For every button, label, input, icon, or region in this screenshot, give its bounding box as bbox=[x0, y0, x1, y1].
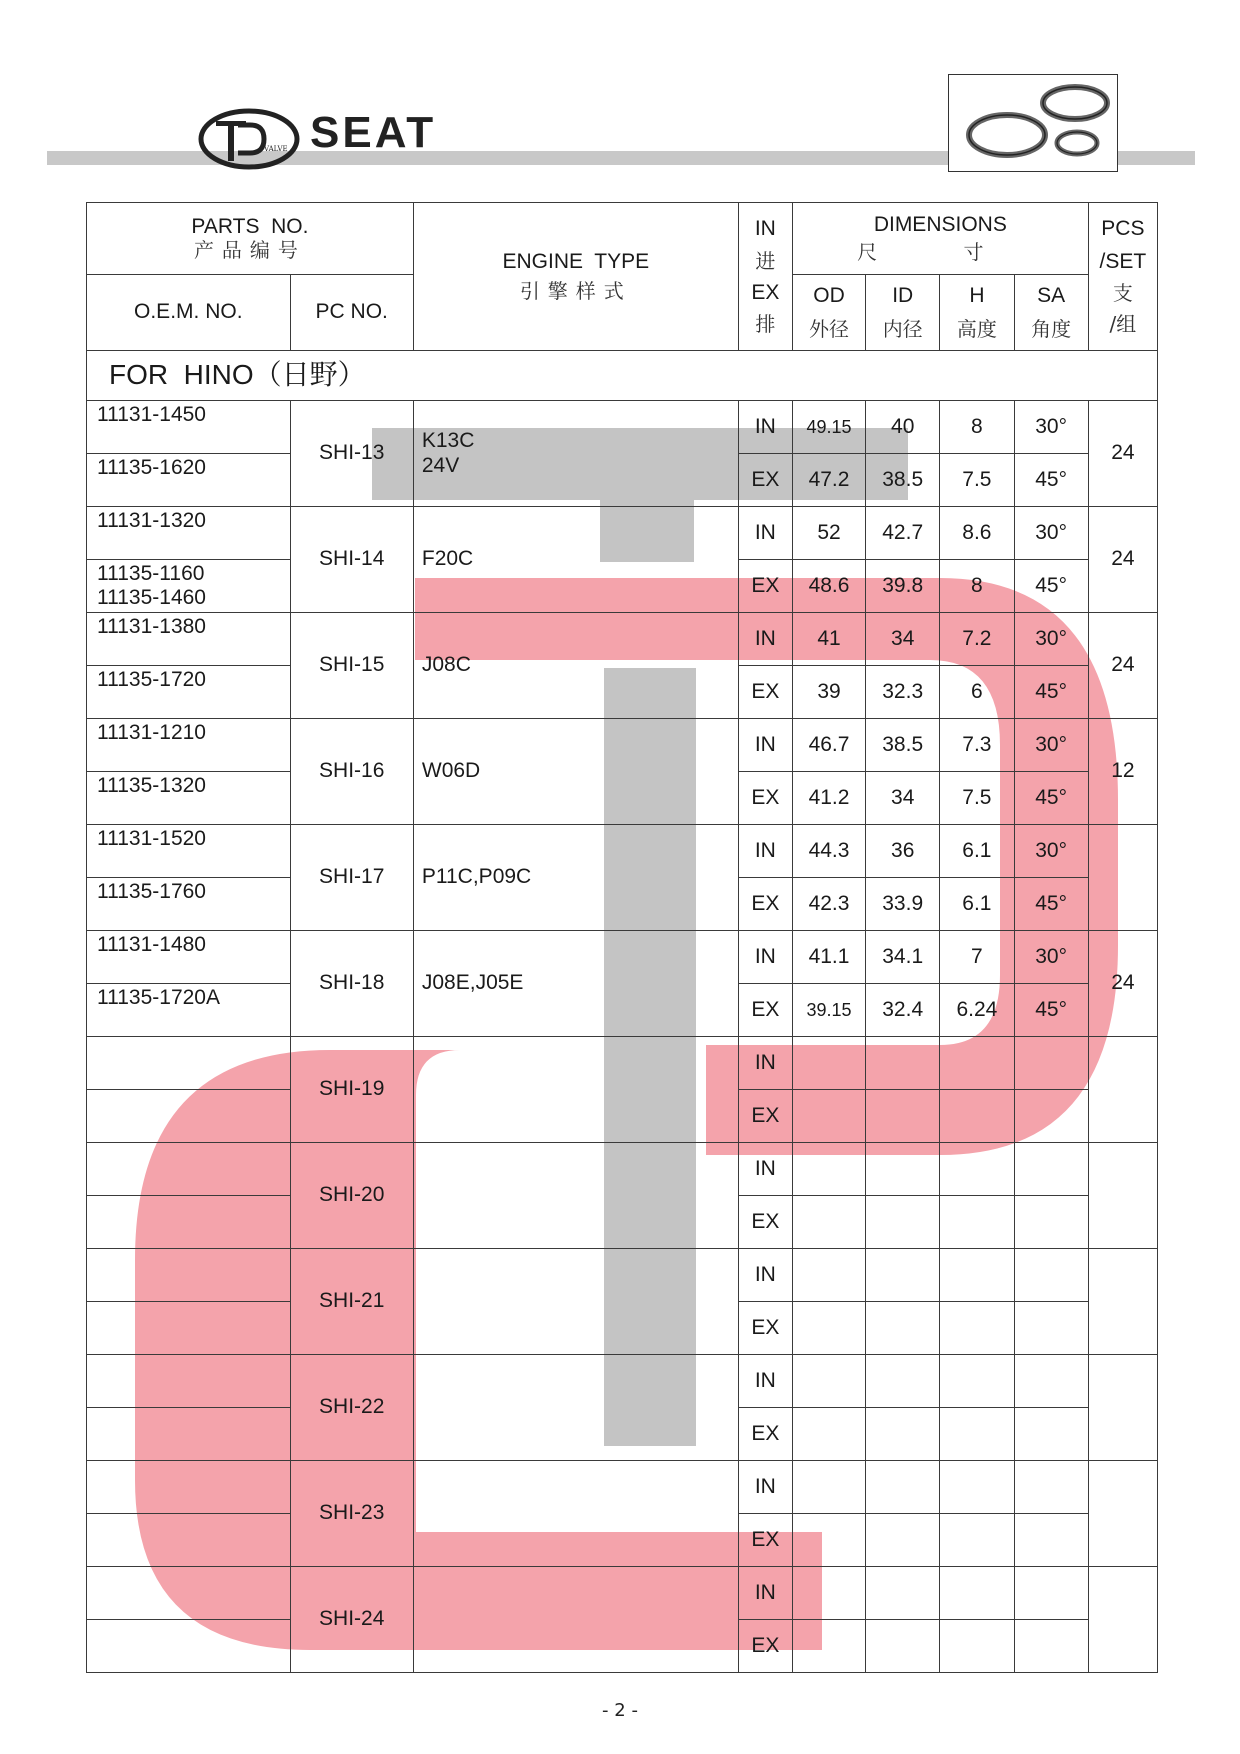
od-value-cell bbox=[792, 1567, 865, 1620]
inex-cell: IN bbox=[738, 1037, 792, 1090]
oem-no-cell: 11135-1620 bbox=[87, 454, 291, 507]
od-value-cell: 44.3 bbox=[792, 825, 865, 878]
engine-type-cell bbox=[413, 1249, 738, 1355]
sa-value-cell bbox=[1014, 1090, 1088, 1143]
od-value-cell bbox=[792, 1037, 865, 1090]
id-value-cell: 42.7 bbox=[866, 507, 940, 560]
h-value-cell: 7.5 bbox=[940, 454, 1014, 507]
od-value-cell: 49.15 bbox=[792, 401, 865, 454]
od-value-cell: 47.2 bbox=[792, 454, 865, 507]
inex-cell: EX bbox=[738, 560, 792, 613]
engine-type-cell: W06D bbox=[413, 719, 738, 825]
inex-cell: IN bbox=[738, 1249, 792, 1302]
pcs-set-cell: 24 bbox=[1088, 401, 1157, 507]
engine-type-header bbox=[413, 203, 738, 351]
pc-no-cell: SHI-24 bbox=[290, 1567, 413, 1673]
od-header bbox=[792, 275, 865, 351]
oem-no-cell bbox=[87, 1037, 291, 1090]
sa-value-cell: 45° bbox=[1014, 984, 1088, 1037]
pc-no-cell: SHI-16 bbox=[290, 719, 413, 825]
inex-ex-cn-label: 排 bbox=[755, 311, 776, 336]
oem-no-cell: 11131-1480 bbox=[87, 931, 291, 984]
oem-no-header: O.E.M. NO. bbox=[87, 275, 291, 351]
oem-no-cell: 11135-1320 bbox=[87, 772, 291, 825]
engine-type-cell bbox=[413, 1355, 738, 1461]
h-value-cell bbox=[940, 1037, 1014, 1090]
sa-value-cell: 45° bbox=[1014, 666, 1088, 719]
inex-cell: EX bbox=[738, 1620, 792, 1673]
logo-text: SEAT bbox=[310, 108, 437, 157]
od-value-cell: 41.1 bbox=[792, 931, 865, 984]
id-value-cell bbox=[866, 1461, 940, 1514]
table-row bbox=[87, 1567, 1158, 1620]
sa-cn-label: 角度 bbox=[1031, 317, 1072, 342]
od-value-cell: 52 bbox=[792, 507, 865, 560]
od-value-cell bbox=[792, 1461, 865, 1514]
h-value-cell bbox=[940, 1408, 1014, 1461]
valve-seat-table bbox=[86, 202, 1158, 1673]
id-value-cell: 38.5 bbox=[866, 454, 940, 507]
logo-subtext: VALVE bbox=[264, 145, 288, 153]
oem-no-cell bbox=[87, 1249, 291, 1302]
sa-value-cell: 30° bbox=[1014, 931, 1088, 984]
table-row bbox=[87, 931, 1158, 984]
engine-type-cell: F20C bbox=[413, 507, 738, 613]
table-row bbox=[87, 1249, 1158, 1302]
sa-value-cell: 30° bbox=[1014, 719, 1088, 772]
parts-no-label: PARTS NO. bbox=[191, 214, 309, 238]
oem-no-cell bbox=[87, 1408, 291, 1461]
sa-value-cell bbox=[1014, 1355, 1088, 1408]
h-value-cell bbox=[940, 1355, 1014, 1408]
od-value-cell: 39 bbox=[792, 666, 865, 719]
inex-cell: EX bbox=[738, 1408, 792, 1461]
od-value-cell bbox=[792, 1143, 865, 1196]
sa-value-cell bbox=[1014, 1302, 1088, 1355]
pc-no-cell: SHI-13 bbox=[290, 401, 413, 507]
inex-cell: EX bbox=[738, 454, 792, 507]
od-value-cell bbox=[792, 1302, 865, 1355]
inex-cell: EX bbox=[738, 666, 792, 719]
pcs-set-cell: 12 bbox=[1088, 719, 1157, 825]
id-value-cell: 34.1 bbox=[866, 931, 940, 984]
oem-no-cell: 11131-1520 bbox=[87, 825, 291, 878]
parts-no-cn-label: 产品编号 bbox=[193, 238, 306, 263]
pcs-set-cell bbox=[1088, 1567, 1157, 1673]
table-row bbox=[87, 507, 1158, 560]
h-value-cell: 6 bbox=[940, 666, 1014, 719]
oem-no-cell: 11135-1720A bbox=[87, 984, 291, 1037]
pcs-label: PCS bbox=[1101, 217, 1145, 241]
pcs-set-cell: 24 bbox=[1088, 613, 1157, 719]
inex-cell: IN bbox=[738, 1567, 792, 1620]
h-value-cell bbox=[940, 1461, 1014, 1514]
table-row bbox=[87, 825, 1158, 878]
sa-value-cell bbox=[1014, 1620, 1088, 1673]
dimensions-header bbox=[792, 203, 1088, 275]
valve-seat-rings-icon bbox=[948, 74, 1118, 172]
id-value-cell bbox=[866, 1514, 940, 1567]
sa-value-cell: 30° bbox=[1014, 825, 1088, 878]
id-label: ID bbox=[892, 283, 914, 307]
engine-type-cell bbox=[413, 1143, 738, 1249]
pc-no-cell: SHI-15 bbox=[290, 613, 413, 719]
id-value-cell bbox=[866, 1196, 940, 1249]
engine-type-cell bbox=[413, 1567, 738, 1673]
id-value-cell bbox=[866, 1408, 940, 1461]
id-value-cell bbox=[866, 1567, 940, 1620]
id-value-cell bbox=[866, 1037, 940, 1090]
sa-value-cell: 45° bbox=[1014, 454, 1088, 507]
h-value-cell bbox=[940, 1249, 1014, 1302]
engine-type-cell: J08C bbox=[413, 613, 738, 719]
oem-no-cell bbox=[87, 1355, 291, 1408]
h-value-cell bbox=[940, 1514, 1014, 1567]
engine-type-cell: P11C,P09C bbox=[413, 825, 738, 931]
h-value-cell bbox=[940, 1090, 1014, 1143]
inex-cell: EX bbox=[738, 984, 792, 1037]
table-row bbox=[87, 719, 1158, 772]
sa-value-cell bbox=[1014, 1196, 1088, 1249]
oem-no-cell: 11131-1380 bbox=[87, 613, 291, 666]
oem-no-cell bbox=[87, 1302, 291, 1355]
pc-no-cell: SHI-20 bbox=[290, 1143, 413, 1249]
id-value-cell: 40 bbox=[866, 401, 940, 454]
od-value-cell bbox=[792, 1249, 865, 1302]
pcs-set-cell: 24 bbox=[1088, 507, 1157, 613]
inex-cell: IN bbox=[738, 1461, 792, 1514]
id-value-cell bbox=[866, 1620, 940, 1673]
sa-label: SA bbox=[1037, 283, 1066, 307]
id-cn-label: 内径 bbox=[882, 317, 923, 342]
sa-value-cell: 45° bbox=[1014, 772, 1088, 825]
pcs-set-cell bbox=[1088, 1143, 1157, 1249]
od-value-cell bbox=[792, 1408, 865, 1461]
dimensions-label: DIMENSIONS bbox=[873, 212, 1007, 236]
inex-cell: IN bbox=[738, 719, 792, 772]
inex-cell: EX bbox=[738, 1514, 792, 1567]
id-value-cell: 32.3 bbox=[866, 666, 940, 719]
inex-in-cn-label: 进 bbox=[755, 248, 776, 273]
inex-cell: IN bbox=[738, 825, 792, 878]
id-value-cell bbox=[866, 1143, 940, 1196]
h-header bbox=[940, 275, 1014, 351]
id-value-cell: 34 bbox=[866, 772, 940, 825]
od-value-cell: 41 bbox=[792, 613, 865, 666]
id-value-cell bbox=[866, 1302, 940, 1355]
dimensions-cn-label: 尺 寸 bbox=[857, 240, 1024, 265]
pc-no-cell: SHI-18 bbox=[290, 931, 413, 1037]
inex-cell: IN bbox=[738, 401, 792, 454]
oem-no-cell: 11131-1210 bbox=[87, 719, 291, 772]
id-value-cell: 38.5 bbox=[866, 719, 940, 772]
inex-ex-label: EX bbox=[751, 280, 780, 304]
sa-value-cell bbox=[1014, 1037, 1088, 1090]
pcs-set-cell bbox=[1088, 1355, 1157, 1461]
pcs-set-cell bbox=[1088, 1461, 1157, 1567]
id-value-cell: 32.4 bbox=[866, 984, 940, 1037]
sa-value-cell bbox=[1014, 1461, 1088, 1514]
oem-no-cell bbox=[87, 1514, 291, 1567]
h-value-cell bbox=[940, 1196, 1014, 1249]
pcs-set-cell bbox=[1088, 1249, 1157, 1355]
sa-value-cell bbox=[1014, 1567, 1088, 1620]
engine-type-cell bbox=[413, 1037, 738, 1143]
inex-cell: IN bbox=[738, 1143, 792, 1196]
engine-type-cell: K13C 24V bbox=[413, 401, 738, 507]
oem-no-cell: 11131-1320 bbox=[87, 507, 291, 560]
engine-type-cell: J08E,J05E bbox=[413, 931, 738, 1037]
id-value-cell: 39.8 bbox=[866, 560, 940, 613]
od-value-cell bbox=[792, 1355, 865, 1408]
pcs-set-header bbox=[1088, 203, 1157, 351]
inex-cell: IN bbox=[738, 613, 792, 666]
h-value-cell: 7.2 bbox=[940, 613, 1014, 666]
h-value-cell: 7.3 bbox=[940, 719, 1014, 772]
oem-no-cell bbox=[87, 1461, 291, 1514]
oem-no-cell bbox=[87, 1196, 291, 1249]
sa-value-cell: 45° bbox=[1014, 560, 1088, 613]
pc-no-header: PC NO. bbox=[290, 275, 413, 351]
h-value-cell bbox=[940, 1567, 1014, 1620]
od-value-cell bbox=[792, 1090, 865, 1143]
oem-no-cell bbox=[87, 1620, 291, 1673]
pc-no-cell: SHI-22 bbox=[290, 1355, 413, 1461]
h-value-cell: 6.24 bbox=[940, 984, 1014, 1037]
od-value-cell bbox=[792, 1620, 865, 1673]
od-value-cell: 42.3 bbox=[792, 878, 865, 931]
id-value-cell bbox=[866, 1090, 940, 1143]
inex-header bbox=[738, 203, 792, 351]
id-value-cell bbox=[866, 1355, 940, 1408]
engine-type-cell bbox=[413, 1461, 738, 1567]
id-header bbox=[866, 275, 940, 351]
pcs-set-cell bbox=[1088, 1037, 1157, 1143]
od-value-cell: 41.2 bbox=[792, 772, 865, 825]
page-number: - 2 - bbox=[602, 1700, 638, 1721]
pc-no-cell: SHI-19 bbox=[290, 1037, 413, 1143]
sa-value-cell bbox=[1014, 1514, 1088, 1567]
h-value-cell: 7.5 bbox=[940, 772, 1014, 825]
inex-cell: IN bbox=[738, 507, 792, 560]
h-value-cell bbox=[940, 1620, 1014, 1673]
od-value-cell: 48.6 bbox=[792, 560, 865, 613]
sa-value-cell bbox=[1014, 1408, 1088, 1461]
inex-cell: IN bbox=[738, 931, 792, 984]
pc-no-cell: SHI-17 bbox=[290, 825, 413, 931]
parts-table-body bbox=[87, 401, 1158, 1673]
id-value-cell bbox=[866, 1249, 940, 1302]
h-value-cell: 7 bbox=[940, 931, 1014, 984]
pcs-cn-label: 支 bbox=[1112, 280, 1133, 305]
pcs-set-cell bbox=[1088, 825, 1157, 931]
inex-cell: EX bbox=[738, 878, 792, 931]
h-cn-label: 高度 bbox=[956, 317, 997, 342]
oem-no-cell bbox=[87, 1567, 291, 1620]
oem-no-cell: 11131-1450 bbox=[87, 401, 291, 454]
pc-no-cell: SHI-23 bbox=[290, 1461, 413, 1567]
id-value-cell: 33.9 bbox=[866, 878, 940, 931]
od-value-cell bbox=[792, 1196, 865, 1249]
sa-value-cell bbox=[1014, 1143, 1088, 1196]
oem-no-cell bbox=[87, 1090, 291, 1143]
id-value-cell: 36 bbox=[866, 825, 940, 878]
h-value-cell: 6.1 bbox=[940, 825, 1014, 878]
table-row bbox=[87, 1355, 1158, 1408]
table-row bbox=[87, 401, 1158, 454]
oem-no-cell: 11135-1720 bbox=[87, 666, 291, 719]
od-cn-label: 外径 bbox=[809, 317, 849, 342]
h-label: H bbox=[969, 283, 985, 307]
parts-no-header bbox=[87, 203, 414, 275]
id-value-cell: 34 bbox=[866, 613, 940, 666]
table-row bbox=[87, 613, 1158, 666]
sa-value-cell: 30° bbox=[1014, 507, 1088, 560]
inex-cell: EX bbox=[738, 1196, 792, 1249]
engine-type-label: ENGINE TYPE bbox=[502, 249, 650, 273]
table-row bbox=[87, 1037, 1158, 1090]
h-value-cell: 6.1 bbox=[940, 878, 1014, 931]
inex-cell: EX bbox=[738, 772, 792, 825]
h-value-cell bbox=[940, 1302, 1014, 1355]
inex-cell: EX bbox=[738, 1090, 792, 1143]
section-title: FOR HINO（日野） bbox=[87, 351, 1158, 401]
h-value-cell: 8 bbox=[940, 560, 1014, 613]
oem-no-cell: 11135-1160 11135-1460 bbox=[87, 560, 291, 613]
page-header bbox=[0, 0, 1240, 190]
set-label: /SET bbox=[1099, 249, 1147, 273]
inex-in-label: IN bbox=[754, 217, 776, 241]
pcs-set-cell: 24 bbox=[1088, 931, 1157, 1037]
h-value-cell: 8.6 bbox=[940, 507, 1014, 560]
sa-header bbox=[1014, 275, 1088, 351]
od-value-cell: 46.7 bbox=[792, 719, 865, 772]
pc-no-cell: SHI-21 bbox=[290, 1249, 413, 1355]
pc-no-cell: SHI-14 bbox=[290, 507, 413, 613]
sa-value-cell: 30° bbox=[1014, 401, 1088, 454]
sa-value-cell bbox=[1014, 1249, 1088, 1302]
table-row bbox=[87, 1461, 1158, 1514]
h-value-cell bbox=[940, 1143, 1014, 1196]
od-value-cell bbox=[792, 1514, 865, 1567]
inex-cell: EX bbox=[738, 1302, 792, 1355]
h-value-cell: 8 bbox=[940, 401, 1014, 454]
od-value-cell: 39.15 bbox=[792, 984, 865, 1037]
set-cn-label: /组 bbox=[1109, 311, 1137, 336]
inex-cell: IN bbox=[738, 1355, 792, 1408]
brand-logo-icon bbox=[198, 107, 304, 171]
oem-no-cell bbox=[87, 1143, 291, 1196]
sa-value-cell: 45° bbox=[1014, 878, 1088, 931]
oem-no-cell: 11135-1760 bbox=[87, 878, 291, 931]
od-label: OD bbox=[813, 283, 845, 307]
engine-type-cn-label: 引擎样式 bbox=[519, 279, 632, 304]
sa-value-cell: 30° bbox=[1014, 613, 1088, 666]
table-row bbox=[87, 1143, 1158, 1196]
